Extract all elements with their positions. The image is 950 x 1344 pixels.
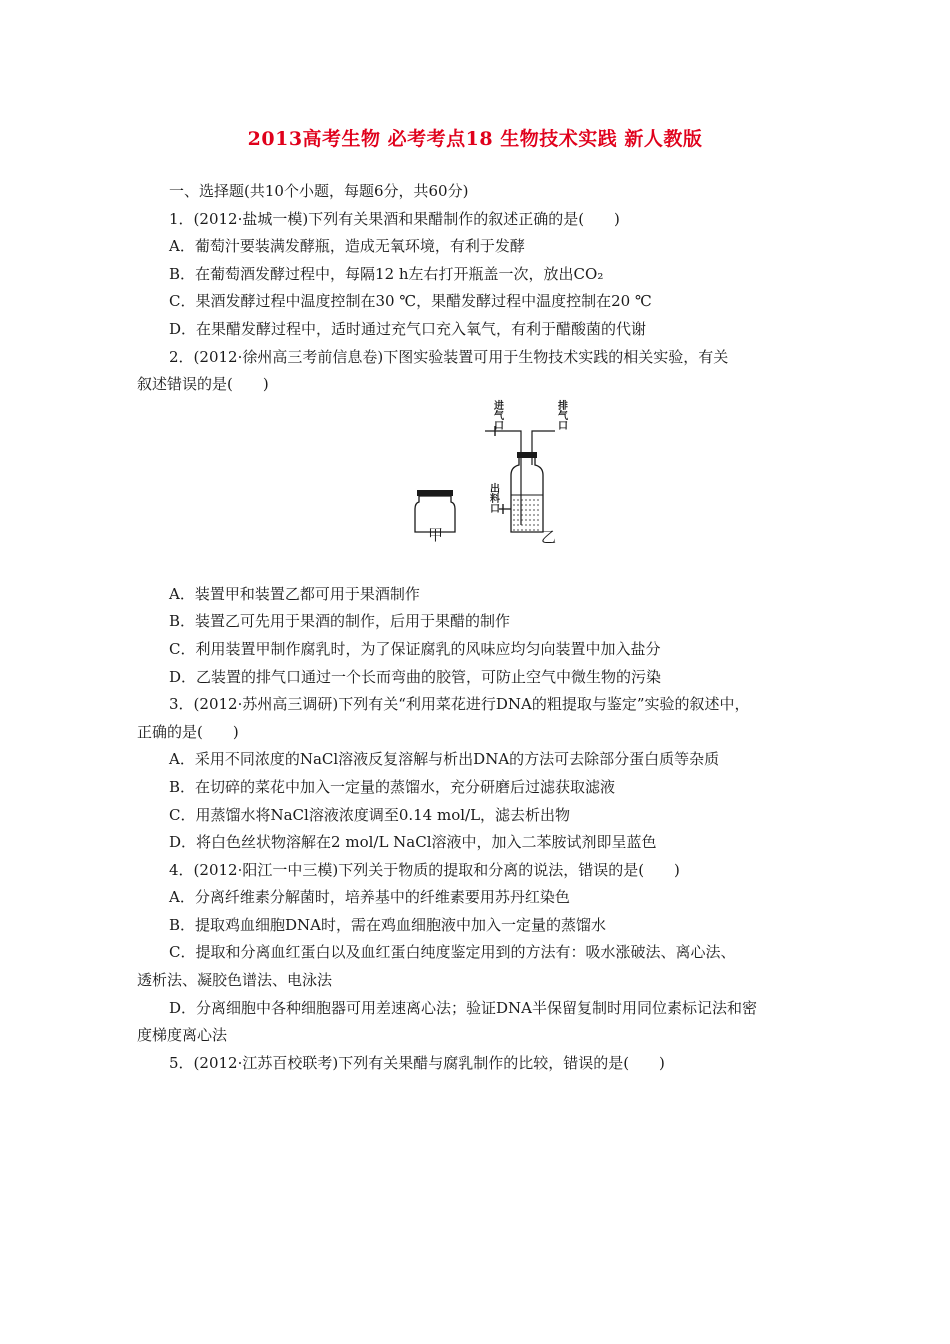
exhaust-label: 排气口 <box>558 400 568 432</box>
outlet-label: 出料口 <box>490 483 500 515</box>
document-body <box>137 178 817 1077</box>
apparatus-figure <box>137 399 817 581</box>
question-2-option-b: B．装置乙可先用于果酒的制作，后用于果醋的制作 <box>169 612 511 631</box>
question-2-option-c: C．利用装置甲制作腐乳时，为了保证腐乳的风味应均匀向装置中加入盐分 <box>169 639 661 658</box>
question-4-option-d-line1: D．分离细胞中各种细胞器可用差速离心法；验证DNA半保留复制时用同位素标记法和密 <box>169 998 758 1017</box>
question-3-stem-line1: 3．(2012·苏州高三调研)下列有关“利用菜花进行DNA的粗提取与鉴定”实验的叙述中， <box>169 695 750 714</box>
figure-label-yi: 乙 <box>541 527 557 546</box>
jar-lid <box>417 490 453 496</box>
question-1-option-b: B．在葡萄酒发酵过程中，每隔12 h左右打开瓶盖一次，放出CO₂ <box>169 264 604 283</box>
question-5-stem: 5．(2012·江苏百校联考)下列有关果醋与腐乳制作的比较，错误的是( ) <box>169 1053 665 1072</box>
figure-label-jia: 甲 <box>428 525 444 544</box>
question-1-option-c: C．果酒发酵过程中温度控制在30 ℃，果醋发酵过程中温度控制在20 ℃ <box>169 292 652 311</box>
question-2-option-d: D．乙装置的排气口通过一个长而弯曲的胶管，可防止空气中微生物的污染 <box>169 667 662 686</box>
question-4-stem: 4．(2012·阳江一中三模)下列关于物质的提取和分离的说法，错误的是( ) <box>169 860 680 879</box>
question-3-option-a: A．采用不同浓度的NaCl溶液反复溶解与析出DNA的方法可去除部分蛋白质等杂质 <box>169 750 720 769</box>
bottle-stopper <box>517 452 537 458</box>
question-4-option-b: B．提取鸡血细胞DNA时，需在鸡血细胞液中加入一定量的蒸馏水 <box>169 915 607 934</box>
question-1-option-d: D．在果醋发酵过程中，适时通过充气口充入氧气，有利于醋酸菌的代谢 <box>169 319 647 338</box>
question-4-option-c-line2: 透析法、凝胶色谱法、电泳法 <box>137 971 333 990</box>
page-title: 2013高考生物 必考考点18 生物技术实践 新人教版 <box>247 128 703 150</box>
question-3-option-d: D．将白色丝状物溶解在2 mol/L NaCl溶液中，加入二苯胺试剂即呈蓝色 <box>169 833 657 852</box>
liquid-fill <box>513 500 541 530</box>
question-3-stem-line2: 正确的是( ) <box>137 722 239 741</box>
question-3-option-c: C．用蒸馏水将NaCl溶液浓度调至0.14 mol/L，滤去析出物 <box>169 805 571 824</box>
section-header: 一、选择题(共10个小题，每题6分，共60分) <box>169 182 469 200</box>
question-4-option-a: A．分离纤维素分解菌时，培养基中的纤维素要用苏丹红染色 <box>169 888 570 907</box>
question-2-option-a: A．装置甲和装置乙都可用于果酒制作 <box>169 584 420 603</box>
question-1-option-a: A．葡萄汁要装满发酵瓶，造成无氧环境，有利于发酵 <box>169 237 525 256</box>
inlet-label: 进气口 <box>494 400 504 432</box>
question-2-stem-line2: 叙述错误的是( ) <box>137 375 269 394</box>
question-1-stem: 1．(2012·盐城一模)下列有关果酒和果醋制作的叙述正确的是( ) <box>169 209 620 228</box>
question-2-stem-line1: 2．(2012·徐州高三考前信息卷)下图实验装置可用于生物技术实践的相关实验，有关 <box>169 347 729 366</box>
question-4-option-c-line1: C．提取和分离血红蛋白以及血红蛋白纯度鉴定用到的方法有：吸水涨破法、离心法、 <box>169 943 736 962</box>
question-3-option-b: B．在切碎的菜花中加入一定量的蒸馏水，充分研磨后过滤获取滤液 <box>169 777 616 796</box>
question-4-option-d-line2: 度梯度离心法 <box>137 1026 228 1045</box>
